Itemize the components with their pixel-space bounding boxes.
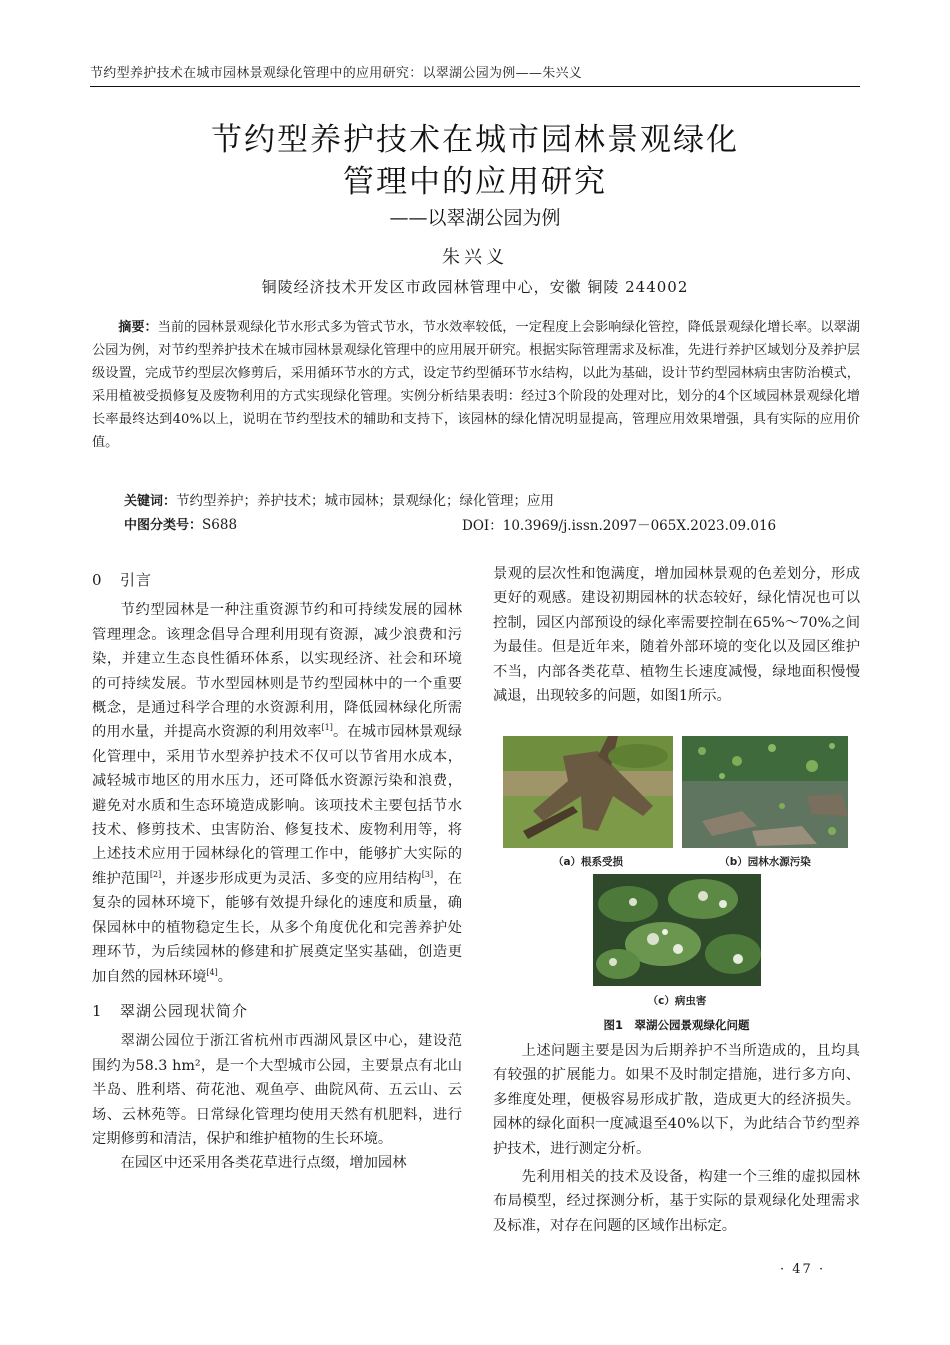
doi: DOI：10.3969/j.issn.2097－065X.2023.09.016 [462, 518, 777, 534]
section-1-paragraph-1: 翠湖公园位于浙江省杭州市西湖风景区中心，建设范围约为58.3 hm²，是一个大型城市公园，主要景点有北山半岛、胜利塔、荷花池、观鱼亭、曲院风荷、五云山、云场、云林苑等。日常绿化管理均使用天然有机肥料，进行定期修剪和清洁，保护和维护植物的生长环境。 [92, 1033, 462, 1147]
intro-text-e: 。 [217, 968, 233, 985]
section-1-number: 1 [92, 1001, 103, 1020]
right-paragraph-3: 先利用相关的技术及设备，构建一个三维的虚拟园林布局模型，经过探测分析，基于实际的景观绿化处理需求及标准，对存在问题的区域作出标定。 [493, 1169, 860, 1234]
clc-value: S688 [202, 517, 238, 533]
intro-paragraph [92, 598, 462, 989]
page-number: · 47 · [780, 1262, 826, 1277]
section-0-title: 引言 [120, 571, 153, 589]
ref-2: [2] [149, 870, 162, 880]
header-rule [90, 86, 860, 87]
title-line-2: 管理中的应用研究 [343, 164, 607, 200]
section-1-title: 翠湖公园现状简介 [120, 1001, 249, 1020]
intro-text-a: 节约型园林是一种注重资源节约和可持续发展的园林管理理念。该理念倡导合理利用现有资源，减少浪费和污染，并建立生态良性循环体系，以实现经济、社会和环境的可持续发展。节水型园林则是节约型园林中的一个重要概念，是通过科学合理的水资源利用，降低园林绿化所需的用水量，并提高水资源的利用效率 [92, 602, 462, 741]
affiliation: 铜陵经济技术开发区市政园林管理中心，安徽 铜陵 244002 [261, 278, 689, 296]
clc-label: 中图分类号： [124, 518, 203, 533]
right-paragraph-2: 上述问题主要是因为后期养护不当所造成的，且均具有较强的扩展能力。如果不及时制定措施，进行多方向、多维度处理，便极容易形成扩散，造成更大的经济损失。园林的绿化面积一度减退至40%以下，为此结合节约型养护技术，进行测定分析。 [493, 1043, 860, 1157]
ref-3: [3] [421, 870, 434, 880]
right-column [493, 562, 860, 708]
section-1-heading [92, 999, 462, 1023]
abstract [92, 316, 860, 454]
figure-a-root-damage [503, 736, 673, 848]
figure-b-caption: （b）园林水源污染 [719, 856, 811, 868]
ref-4: [4] [206, 967, 218, 977]
subtitle: ——以翠湖公园为例 [389, 207, 561, 229]
section-0-number: 0 [92, 571, 103, 589]
intro-text-d: ，在复杂的园林环境下，能够有效提升绿化的速度和质量，确保园林中的植物稳定生长，从多个角度优化和完善养护处理环节，为后续园林的修建和扩展奠定坚实基础，创造更加自然的园林环境 [92, 870, 463, 985]
right-paragraph-1: 景观的层次性和饱满度，增加园林景观的色差划分，形成更好的观感。建设初期园林的状态较好，绿化情况也可以控制，园区内部预设的绿化率需要控制在65%～70%之间为最佳。但是近年来，随着外部环境的变化以及园区维护不当，内部各类花草、植物生长速度减慢，绿地面积慢慢减退，出现较多的问题，如图1所示。 [493, 566, 860, 705]
section-1-paragraph-2: 在园区中还采用各类花草进行点缀，增加园林 [120, 1155, 407, 1172]
abstract-text: 当前的园林景观绿化节水形式多为管式节水，节水效率较低，一定程度上会影响绿化管控，降低景观绿化增长率。以翠湖公园为例，对节约型养护技术在城市园林景观绿化管理中的应用展开研究。根据实际管理需求及标准，先进行养护区域划分及养护层级设置，完成节约型层次修剪后，采用循环节水的方式，设定节约型循环节水结构，以此为基础，设计节约型园林病虫害防治模式，采用植被受损修复及废物利用的方式实现绿化管理。实例分析结果表明：经过3个阶段的处理对比，划分的4个区域园林景观绿化增长率最终达到40%以上，说明在节约型技术的辅助和支持下，该园林的绿化情况明显提高，管理应用效果增强，具有实际的应用价值。 [92, 320, 860, 450]
keywords-text: 节约型养护；养护技术；城市园林；景观绿化；绿化管理；应用 [176, 493, 555, 509]
abstract-label: 摘要： [118, 320, 158, 335]
intro-text-b: 。在城市园林景观绿化管理中，采用节水型养护技术不仅可以节省用水成本，减轻城市地区的用水压力，还可降低水资源污染和浪费，避免对水质和生态环境造成影响。该项技术主要包括节水技术、修剪技术、虫害防治、修复技术、废物利用等，将上述技术应用于园林绿化的管理工作中，能够扩大实际的维护范围 [92, 724, 463, 887]
keywords [124, 489, 860, 509]
figure-1-caption: 图1 翠湖公园景观绿化问题 [603, 1018, 750, 1032]
left-column [92, 568, 462, 1176]
figure-c-pests [593, 874, 761, 986]
author: 朱兴义 [442, 247, 508, 268]
running-head: 节约型养护技术在城市园林景观绿化管理中的应用研究：以翠湖公园为例——朱兴义 [90, 66, 583, 81]
figure-b-water-pollution [682, 736, 848, 848]
figure-a-caption: （a）根系受损 [552, 856, 624, 868]
keywords-label: 关键词： [124, 494, 177, 509]
right-column-lower [493, 1039, 860, 1238]
intro-text-c: ，并逐步形成更为灵活、多变的应用结构 [161, 870, 422, 887]
ref-1: [1] [321, 723, 333, 733]
figure-c-caption: （c）病虫害 [647, 995, 707, 1007]
title-line-1: 节约型养护技术在城市园林景观绿化 [211, 122, 739, 158]
section-0-heading [92, 568, 462, 592]
